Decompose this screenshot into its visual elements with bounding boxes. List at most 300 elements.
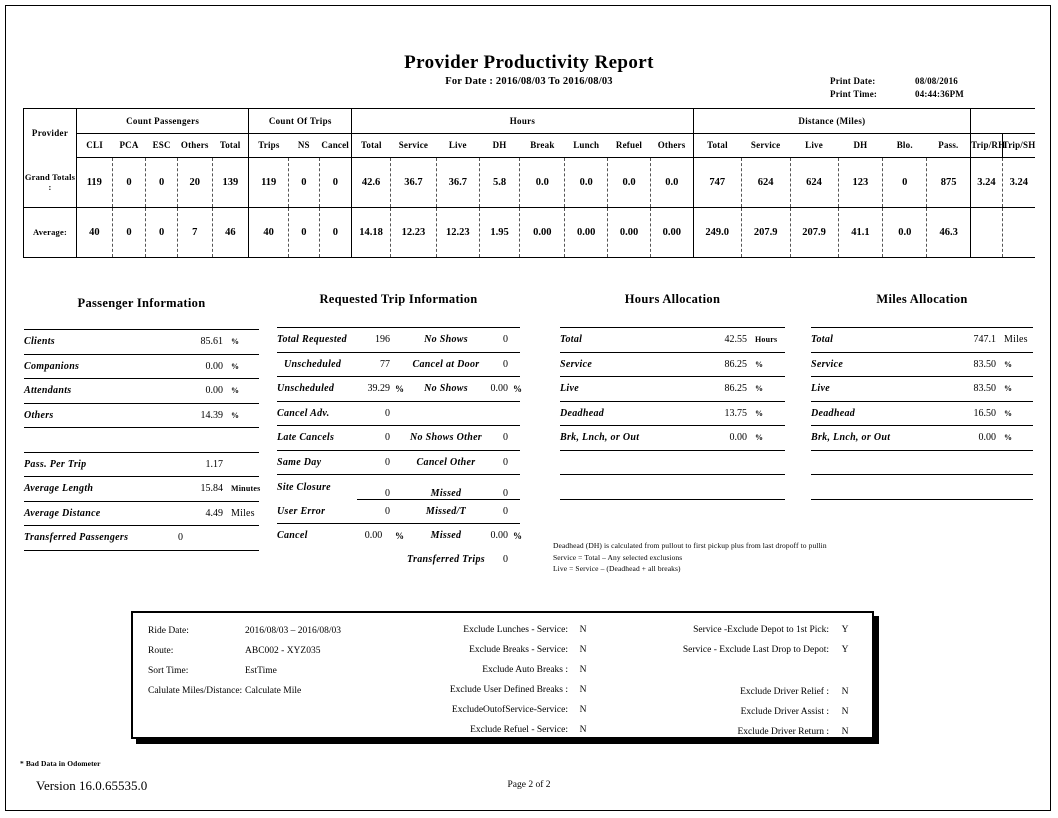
row-value-2: 0 [488,328,510,353]
row-unit: % [750,377,785,402]
parameter-row [611,727,861,738]
panel-heading: Hours Allocation [624,292,721,306]
list-item-spacer [811,450,1033,475]
row-value: 13.75 [700,401,750,426]
row-pct [392,352,404,377]
row-label: Same Day [277,450,357,475]
row-value: 1.17 [174,452,226,477]
version-label: Version 16.0.65535.0 [36,778,148,793]
col-dist-dh: DH [838,133,883,158]
row-label-2: Missed [430,530,462,542]
cell: 0 [146,208,178,258]
parameter-value: 2016/08/03 – 2016/08/03 [245,626,342,636]
row-label [277,548,357,572]
row-pct-2 [510,499,520,524]
parameter-value: N [579,664,587,675]
cell: 40 [77,208,113,258]
cell: 0.0 [608,158,651,208]
row-pct-2 [510,450,520,475]
parameter-row [403,665,598,676]
row-label-2: No Shows Other [404,426,488,451]
grid-header-distance: Distance (Miles) [693,109,970,134]
parameter-value: Y [841,644,849,655]
col-esc: ESC [146,133,178,158]
table-row [24,208,1036,258]
parameter-value: N [841,706,849,717]
list-item [277,377,520,402]
row-unit: % [999,401,1033,426]
cell: 624 [790,158,838,208]
col-hours-lunch: Lunch [565,133,608,158]
parameter-key: Route: [148,645,174,656]
col-hours-break: Break [520,133,565,158]
cell: 12.23 [436,208,479,258]
cell: 20 [177,158,212,208]
row-value-2: 0 [488,450,510,475]
col-dist-total: Total [693,133,741,158]
parameter-value: Y [841,625,849,635]
row-pct-2 [510,475,520,500]
grid-header-count-of-trips: Count Of Trips [249,109,352,134]
row-label: Deadhead [811,401,951,426]
row-value-2: 0.00 [490,530,508,542]
list-item [277,524,520,548]
parameter-row [403,705,598,716]
cell: 7 [177,208,212,258]
parameter-row-spacer [611,665,861,678]
parameter-row [148,666,398,677]
cell: 0 [319,158,352,208]
row-unit: % [226,403,259,428]
note-line-1: Deadhead (DH) is calculated from pullout to first pickup plus from last dropoff to pullin [553,541,827,550]
parameter-key: Service - Exclude Last Drop to Depot: [682,644,829,655]
print-info [830,76,964,102]
print-time-value: 04:44:36PM [915,89,964,99]
cell: 747 [709,177,726,188]
list-item [560,426,785,451]
row-label-2: Cancel at Door [404,352,488,377]
row-value: 86.25 [700,377,750,402]
col-hours-others: Others [650,133,693,158]
row-label: Transferred Passengers [24,526,174,551]
parameter-key: Exclude Driver Relief : [740,686,829,697]
row-pct [392,401,404,426]
list-item [24,452,259,477]
list-item [24,354,259,379]
row-value-2: 0 [488,352,510,377]
row-pct [392,426,404,451]
parameter-row [403,725,598,736]
row-value: 0 [174,526,226,551]
row-unit: Minutes [226,477,259,502]
parameter-row [611,625,861,636]
cell [1002,208,1035,258]
row-unit: % [226,354,259,379]
list-item-spacer [560,475,785,500]
row-pct [392,450,404,475]
col-others: Others [177,133,212,158]
cell: 0 [319,208,352,258]
parameter-row [148,646,398,657]
list-item [277,328,520,353]
col-hours-live: Live [436,133,479,158]
parameter-key: ExcludeOutofService-Service: [451,704,568,715]
row-label [24,428,174,453]
col-cli: CLI [77,133,113,158]
list-item [560,328,785,353]
list-item [560,377,785,402]
list-item [811,401,1033,426]
print-date-label: Print Date: [830,76,876,86]
cell: 0 [146,158,178,208]
parameter-key: Exclude Driver Assist : [740,706,829,717]
row-value: 0.00 [951,426,999,451]
cell: 0.00 [608,208,651,258]
row-value: 0 [357,450,392,475]
print-date-value: 08/08/2016 [915,76,959,86]
row-value: 42.55 [700,328,750,353]
row-unit: % [750,352,785,377]
cell: 14.18 [352,208,391,258]
col-hours-dh: DH [479,133,520,158]
parameters-box [131,611,874,739]
row-pct [392,328,404,353]
list-item [277,352,520,377]
row-value-2: 0 [488,499,510,524]
cell: 207.9 [741,208,790,258]
parameters-left-column [148,626,398,706]
row-pct [392,548,404,572]
cell: 3.24 [977,177,996,188]
cell: 119 [86,177,102,188]
row-value-2 [488,401,510,426]
list-item [277,548,520,572]
row-label-grand-totals: Grand Totals : [24,158,77,208]
row-pct-2 [510,328,520,353]
parameter-key: Exclude Breaks - Service: [469,644,568,655]
row-label: Deadhead [560,401,700,426]
cell: 0 [112,208,146,258]
col-trips: Trips [249,133,289,158]
list-item [811,426,1033,451]
row-label: Site Closure [277,481,331,493]
row-label: Brk, Lnch, or Out [811,426,951,451]
parameter-key: Exclude Lunches - Service: [463,625,568,635]
list-item [277,499,520,524]
grid-header-ratio [971,109,1035,134]
bad-data-footnote: * Bad Data in Odometer [20,759,101,768]
row-label-2: Missed [404,475,488,500]
parameter-value: N [579,625,587,635]
row-label: Brk, Lnch, or Out [560,426,700,451]
report-date-range: For Date : 2016/08/03 To 2016/08/03 [445,76,613,87]
panel-heading: Miles Allocation [876,292,968,306]
col-trip-rh: Trip/RH [971,133,1003,158]
row-unit: % [999,352,1033,377]
grid-column-header-row [24,133,1036,158]
row-label-2: No Shows [404,328,488,353]
row-label: Live [560,377,700,402]
cell: 41.1 [838,208,883,258]
parameter-value: Calculate Mile [245,685,302,696]
row-label: Average Length [24,477,174,502]
row-pct: % [392,377,404,402]
cell: 139 [212,158,249,208]
row-pct-2 [510,352,520,377]
row-label: Clients [24,330,174,355]
panel-miles-allocation [811,292,1033,500]
cell: 36.7 [436,158,479,208]
panel-passenger-information [24,296,259,551]
col-cancel: Cancel [319,133,352,158]
parameters-right-column [611,625,861,747]
cell: 0.00 [650,208,693,258]
row-label: Late Cancels [277,426,357,451]
row-label: Service [811,352,951,377]
row-unit: % [999,426,1033,451]
row-value: 0.00 [364,530,383,542]
grid-header-count-passengers: Count Passengers [77,109,249,134]
row-value: 0.00 [700,426,750,451]
cell: 624 [741,158,790,208]
row-value: 16.50 [951,401,999,426]
parameter-key: Ride Date: [148,626,189,636]
cell: 12.23 [390,208,436,258]
cell: 1.95 [479,208,520,258]
cell: 0.00 [565,208,608,258]
col-dist-blo: Blo. [883,133,927,158]
list-item [277,401,520,426]
row-label: User Error [277,499,357,524]
row-value: 0 [357,475,392,500]
parameter-row [611,707,861,718]
cell: 0.0 [650,158,693,208]
row-unit: % [750,426,785,451]
row-value [357,548,392,572]
row-unit [226,452,259,477]
row-value: 0 [357,499,392,524]
row-label-2: Cancel Other [404,450,488,475]
cell: 5.8 [479,158,520,208]
parameter-row [148,686,398,697]
row-pct [392,499,404,524]
row-label-2: No Shows [404,377,488,402]
row-unit: % [750,401,785,426]
cell: 0.00 [520,208,565,258]
col-trip-sh: Trip/SH [1002,133,1035,158]
list-item [811,352,1033,377]
row-pct: % [395,530,404,541]
parameter-value: N [579,644,587,655]
cell: 0 [289,158,320,208]
parameter-value: N [841,686,849,697]
list-item [24,403,259,428]
row-value: 4.49 [174,501,226,526]
row-pct-2: % [513,530,522,541]
row-unit [226,526,259,551]
list-item [560,401,785,426]
cell: 0 [112,158,146,208]
row-label: Companions [24,354,174,379]
parameter-row [611,645,861,656]
parameter-value: ABC002 - XYZ035 [245,645,321,656]
parameter-row [403,625,598,636]
row-value: 83.50 [951,377,999,402]
parameter-value [829,665,861,678]
list-item [277,426,520,451]
list-item [277,450,520,475]
list-item [24,330,259,355]
calculation-notes [553,540,827,575]
col-pca: PCA [112,133,146,158]
grid-group-header-row [24,109,1036,134]
row-value: 747.1 [951,328,999,353]
panel-heading: Passenger Information [77,296,206,310]
note-line-3: Live = Service – (Deadhead + all breaks) [553,564,681,574]
list-item [811,377,1033,402]
cell: 40 [249,208,289,258]
list-item [560,352,785,377]
parameter-key: Sort Time: [148,665,189,676]
row-label: Total [560,328,700,353]
row-label: Unscheduled [277,352,357,377]
parameter-row [403,645,598,656]
col-hours-service: Service [390,133,436,158]
cell: 3.24 [1002,158,1035,208]
cell: 46.3 [927,208,971,258]
row-label: Total [811,328,951,353]
parameter-key: Service -Exclude Depot to 1st Pick: [693,625,829,635]
summary-grid [23,108,1035,258]
row-value: 0.00 [174,354,226,379]
page-number: Page 2 of 2 [507,780,551,790]
row-value-2: 0 [488,426,510,451]
row-value-2: 0 [503,553,508,565]
parameter-value: N [579,724,587,735]
cell: 46 [212,208,249,258]
row-label: Cancel [277,530,308,542]
list-item [811,328,1033,353]
row-value: 77 [357,352,392,377]
row-value: 0 [357,426,392,451]
row-value-2: 0 [488,475,510,500]
cell: 0.0 [883,208,927,258]
parameter-row [148,626,398,637]
cell: 0.0 [520,158,565,208]
panel-heading: Requested Trip Information [319,292,478,306]
cell: 123 [838,158,883,208]
cell: 36.7 [390,158,436,208]
row-pct-2 [510,401,520,426]
parameter-key: Exclude Auto Breaks : [482,664,568,675]
grid-header-hours: Hours [352,109,694,134]
row-label: Attendants [24,379,174,404]
row-value: 83.50 [951,352,999,377]
col-dist-service: Service [741,133,790,158]
row-unit: % [226,330,259,355]
parameter-value: N [579,684,587,695]
row-pct-2 [510,426,520,451]
list-item-spacer [811,475,1033,500]
col-dist-pass: Pass. [927,133,971,158]
row-label: Pass. Per Trip [24,452,174,477]
note-line-2: Service = Total – Any selected exclusions [553,552,683,562]
parameter-key: Exclude User Defined Breaks : [449,684,568,695]
list-item [277,475,520,500]
panel-requested-trip-information [277,292,520,571]
row-pct-2 [510,548,520,572]
parameter-row [611,687,861,698]
row-value: 196 [357,328,392,353]
row-label: Service [560,352,700,377]
row-label-2: Transferred Trips [407,553,485,565]
list-item-spacer [560,450,785,475]
table-row [24,158,1036,208]
row-unit: % [226,379,259,404]
row-unit [226,428,259,453]
row-label: Live [811,377,951,402]
row-label-2: Missed/T [404,499,488,524]
row-value: 0 [357,401,392,426]
cell: 119 [261,177,277,188]
col-hours-refuel: Refuel [608,133,651,158]
parameter-value: N [579,704,587,715]
cell: 0.0 [565,158,608,208]
cell: 0 [883,158,927,208]
print-time-label: Print Time: [830,89,878,99]
row-value: 86.25 [700,352,750,377]
row-label-2 [404,401,488,426]
list-item [24,477,259,502]
parameter-key: Exclude Driver Return : [737,726,829,737]
col-dist-live: Live [790,133,838,158]
parameters-middle-column [403,625,598,745]
parameter-key: Calulate Miles/Distance: [148,685,243,696]
col-hours-total: Total [352,133,391,158]
row-value: 39.29 [357,377,392,402]
row-label: Others [24,403,174,428]
row-value: 85.61 [174,330,226,355]
panel-hours-allocation [560,292,785,500]
row-unit: % [999,377,1033,402]
cell: 42.6 [361,177,381,188]
list-item-spacer [24,428,259,453]
row-unit: Miles [226,501,259,526]
row-value [174,428,226,453]
row-label: Total Requested [277,328,357,353]
list-item [24,379,259,404]
page-title: Provider Productivity Report [404,52,654,73]
cell: 875 [927,158,971,208]
row-unit: Hours [750,328,785,353]
col-ns: NS [289,133,320,158]
row-label-average: Average: [24,208,77,258]
cell: 207.9 [790,208,838,258]
row-value-2: 0.00 [488,377,510,402]
parameter-key: Exclude Refuel - Service: [470,724,568,735]
row-label: Cancel Adv. [277,401,357,426]
parameter-row [403,685,598,696]
cell: 249.0 [693,208,741,258]
grid-header-provider: Provider [24,109,77,158]
row-label: Unscheduled [277,377,357,402]
cell: 0 [289,208,320,258]
row-unit: Miles [999,328,1033,353]
parameter-value: N [841,726,849,737]
row-label: Average Distance [24,501,174,526]
row-value: 15.84 [174,477,226,502]
row-pct-2: % [510,377,520,402]
